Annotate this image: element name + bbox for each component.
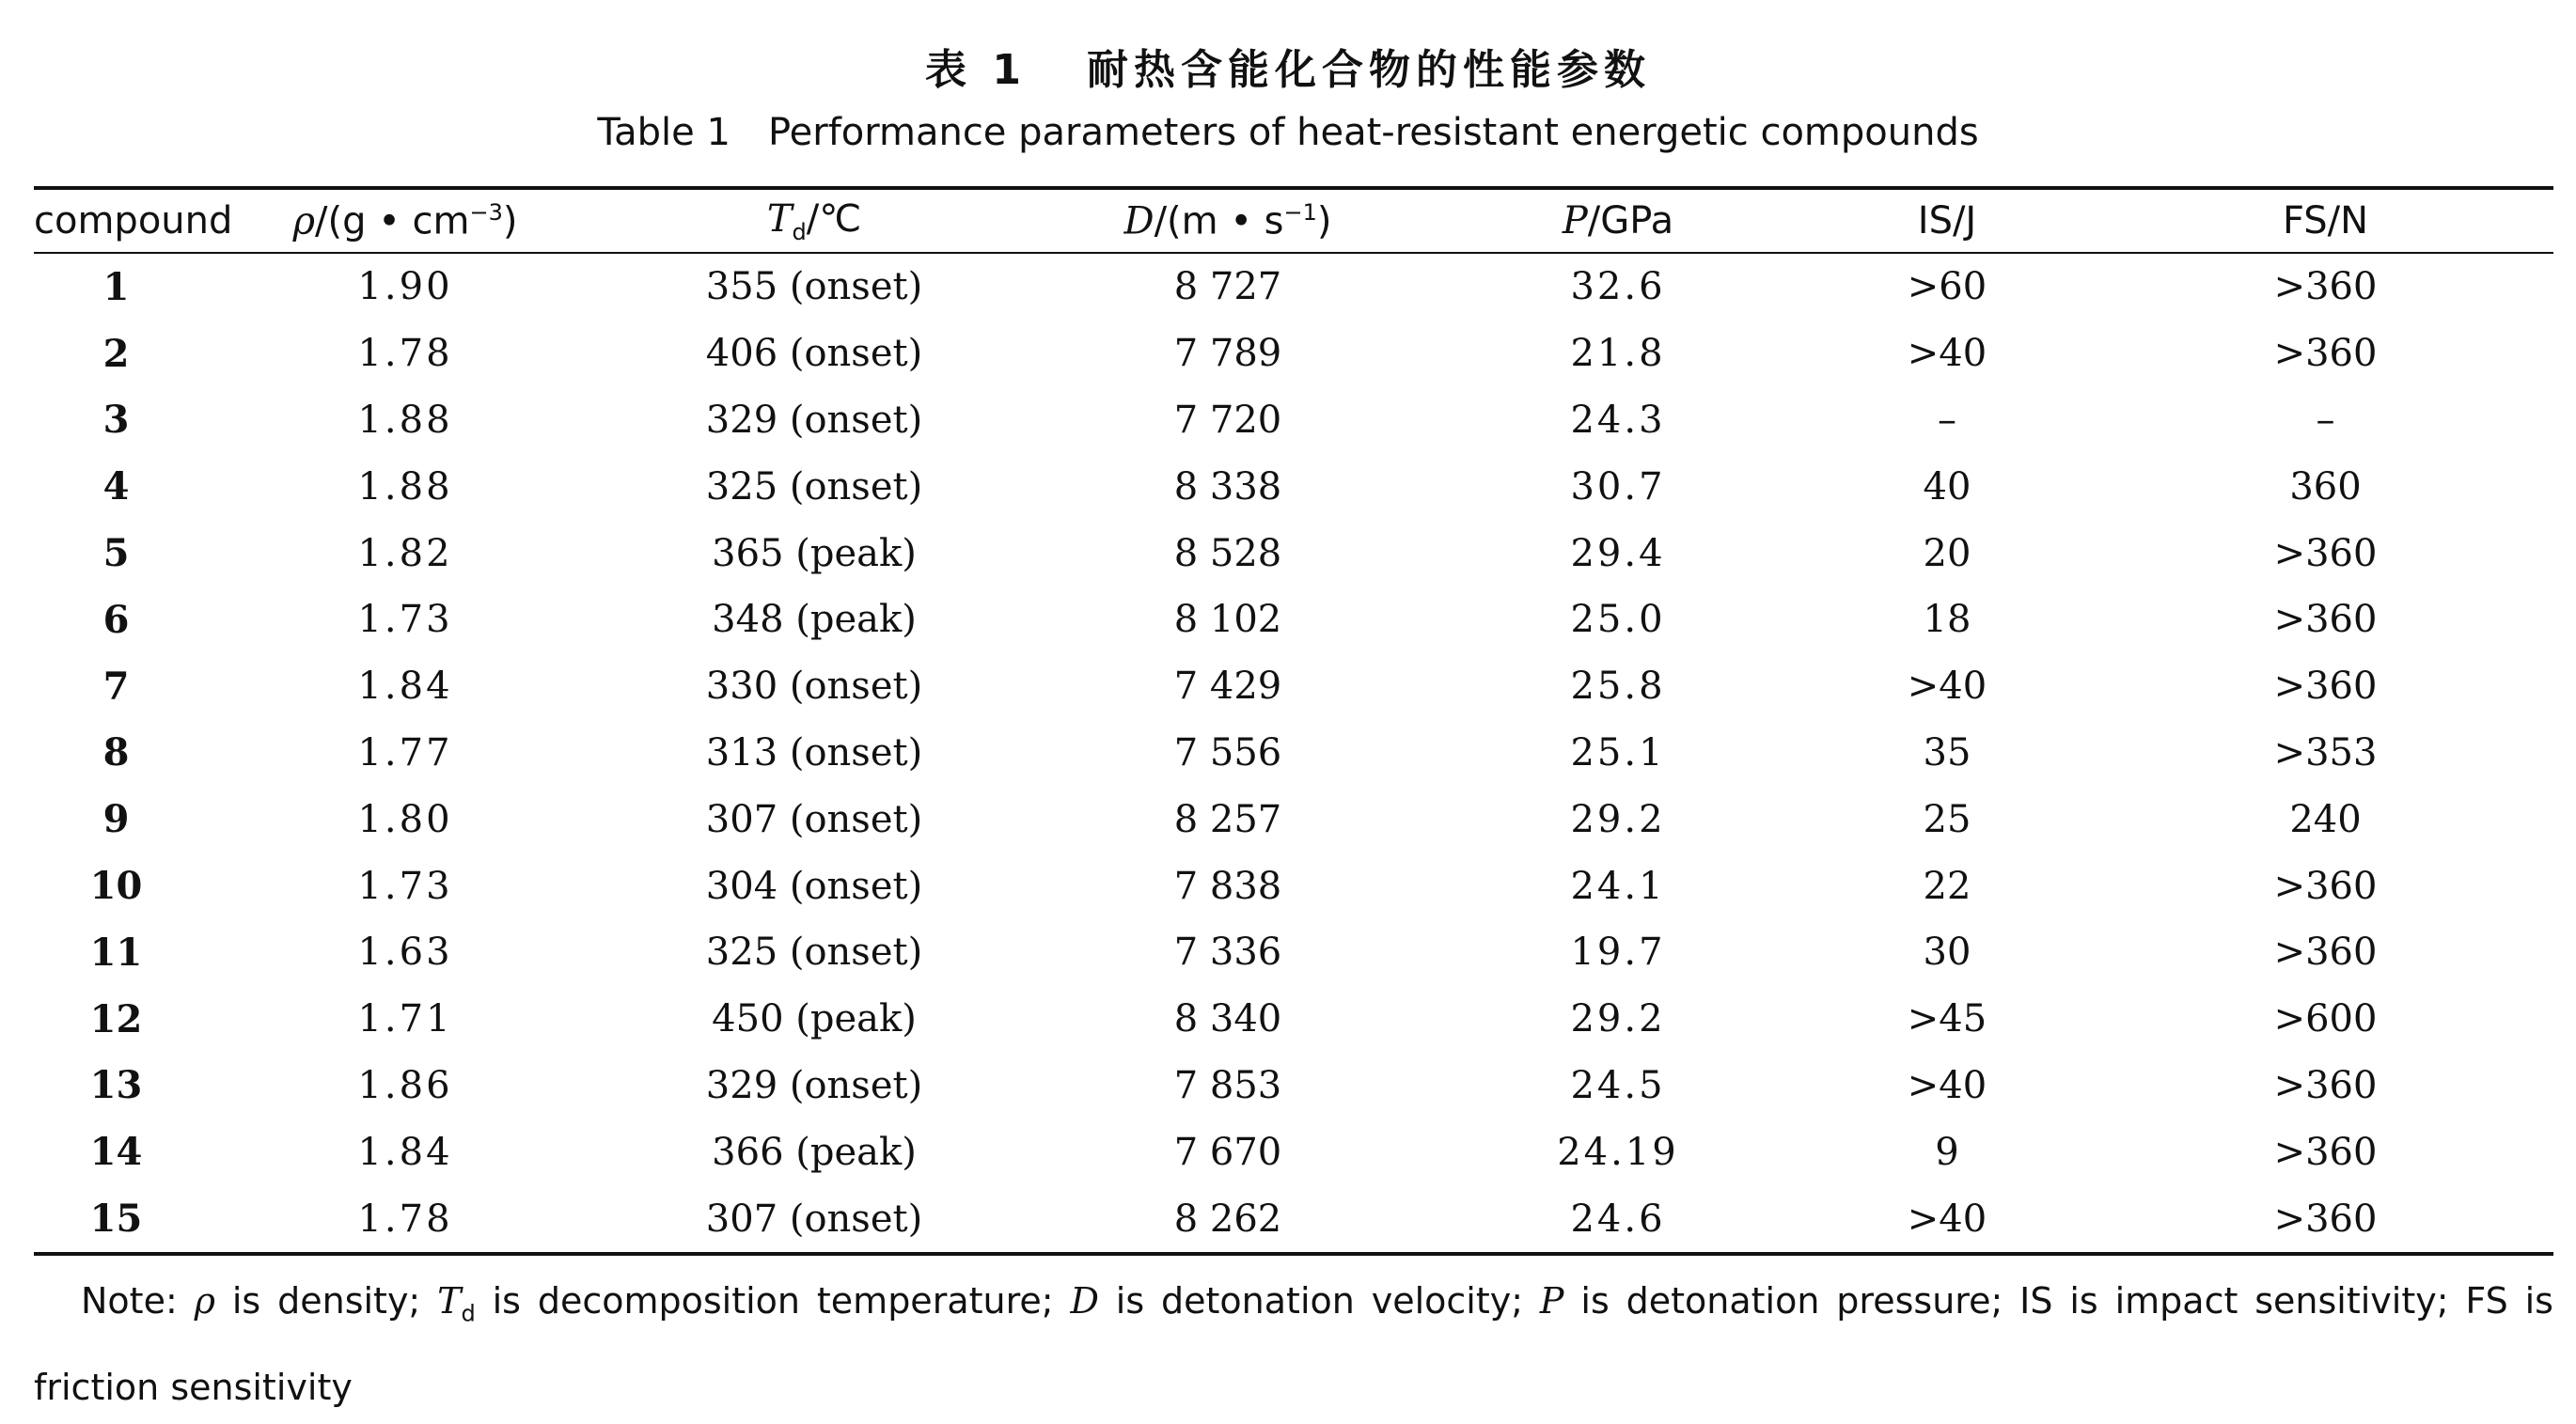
cell-compound: 4 xyxy=(102,464,130,509)
cell-detonation-velocity: 7 336 xyxy=(1173,931,1282,975)
cell-detonation-pressure: 21.8 xyxy=(1570,332,1666,376)
header-detonation-pressure: P/GPa xyxy=(1562,199,1674,243)
cell-density: 1.80 xyxy=(357,797,453,841)
cell-compound: 10 xyxy=(89,864,143,909)
cell-friction-sensitivity: >360 xyxy=(2273,1063,2378,1107)
cell-friction-sensitivity: >360 xyxy=(2273,1130,2378,1174)
cell-detonation-pressure: 24.1 xyxy=(1570,864,1666,908)
cell-impact-sensitivity: 30 xyxy=(1923,931,1971,975)
cell-decomposition-temp: 304 (onset) xyxy=(705,864,923,908)
header-density: ρ/(g • $cm^{-3}$) xyxy=(292,198,518,243)
cell-decomposition-temp: 329 (onset) xyxy=(705,1063,923,1107)
cell-friction-sensitivity: >360 xyxy=(2273,265,2378,309)
cell-decomposition-temp: 365 (peak) xyxy=(712,531,917,575)
cell-density: 1.73 xyxy=(357,864,453,908)
cell-compound: 15 xyxy=(89,1197,143,1242)
table-row xyxy=(34,453,2553,520)
cell-impact-sensitivity: >60 xyxy=(1907,265,1987,309)
cell-compound: 6 xyxy=(102,597,130,642)
cell-decomposition-temp: 355 (onset) xyxy=(705,265,923,309)
cell-decomposition-temp: 325 (onset) xyxy=(705,464,923,509)
caption-en-prefix: Table 1 xyxy=(597,111,730,154)
cell-decomposition-temp: 406 (onset) xyxy=(705,332,923,376)
cell-compound: 8 xyxy=(102,730,130,775)
cell-impact-sensitivity: 22 xyxy=(1923,864,1971,908)
table-row xyxy=(34,786,2553,853)
cell-detonation-pressure: 24.6 xyxy=(1570,1197,1666,1241)
header-decomposition-temp: $T_d/℃$ xyxy=(766,196,862,245)
cell-friction-sensitivity: >360 xyxy=(2273,1197,2378,1241)
cell-impact-sensitivity: >45 xyxy=(1907,997,1987,1041)
cell-friction-sensitivity: 360 xyxy=(2289,464,2362,509)
cell-decomposition-temp: 348 (peak) xyxy=(712,598,917,642)
cell-detonation-pressure: 29.2 xyxy=(1570,997,1666,1041)
caption-cn-prefix: 表 1 xyxy=(925,46,1027,94)
cell-compound: 12 xyxy=(89,996,143,1041)
cell-compound: 3 xyxy=(102,398,130,443)
cell-impact-sensitivity: >40 xyxy=(1907,1063,1987,1107)
cell-decomposition-temp: 366 (peak) xyxy=(712,1130,917,1174)
cell-decomposition-temp: 313 (onset) xyxy=(705,730,923,775)
cell-impact-sensitivity: 18 xyxy=(1923,598,1971,642)
table-body xyxy=(34,252,2553,1252)
cell-decomposition-temp: 307 (onset) xyxy=(705,797,923,841)
cell-detonation-velocity: 7 853 xyxy=(1173,1063,1282,1107)
cell-detonation-pressure: 24.3 xyxy=(1570,398,1666,442)
table-bottom-rule xyxy=(34,1252,2553,1256)
cell-compound: 2 xyxy=(102,331,130,376)
cell-friction-sensitivity: >600 xyxy=(2273,997,2378,1041)
cell-impact-sensitivity: – xyxy=(1938,398,1956,442)
cell-density: 1.88 xyxy=(357,398,453,442)
cell-detonation-velocity: 8 102 xyxy=(1173,598,1282,642)
table-row xyxy=(34,252,2553,321)
cell-density: 1.78 xyxy=(357,1197,453,1241)
table-row xyxy=(34,919,2553,986)
cell-decomposition-temp: 450 (peak) xyxy=(712,997,917,1041)
table-row xyxy=(34,720,2553,787)
table-row xyxy=(34,387,2553,454)
cell-impact-sensitivity: >40 xyxy=(1907,332,1987,376)
cell-detonation-velocity: 7 720 xyxy=(1173,398,1282,442)
header-detonation-velocity: D/(m • $s^{-1}$) xyxy=(1123,198,1332,243)
table-header-row xyxy=(34,190,2553,252)
cell-density: 1.77 xyxy=(357,730,453,775)
cell-detonation-velocity: 8 257 xyxy=(1173,797,1282,841)
cell-detonation-velocity: 7 670 xyxy=(1173,1130,1282,1174)
cell-decomposition-temp: 307 (onset) xyxy=(705,1197,923,1241)
cell-friction-sensitivity: >360 xyxy=(2273,665,2378,709)
cell-detonation-velocity: 8 528 xyxy=(1173,531,1282,575)
table-row xyxy=(34,520,2553,587)
cell-detonation-velocity: 7 789 xyxy=(1173,332,1282,376)
table-row xyxy=(34,986,2553,1053)
cell-density: 1.71 xyxy=(357,997,453,1041)
cell-impact-sensitivity: 20 xyxy=(1923,531,1971,575)
table-row xyxy=(34,587,2553,653)
cell-compound: 14 xyxy=(89,1130,143,1175)
table-note: Note: ρ is density; $T_d$ is decomposition temperature; D is detonation velocity; P is detonation pressure; IS is impact sensitivity; FS is friction sensitivity xyxy=(34,1280,2553,1408)
cell-detonation-pressure: 25.0 xyxy=(1570,598,1666,642)
cell-detonation-velocity: 8 338 xyxy=(1173,464,1282,509)
table-row xyxy=(34,1053,2553,1119)
cell-impact-sensitivity: 35 xyxy=(1923,730,1971,775)
cell-detonation-velocity: 7 556 xyxy=(1173,730,1282,775)
cell-density: 1.73 xyxy=(357,598,453,642)
cell-density: 1.63 xyxy=(357,931,453,975)
cell-compound: 9 xyxy=(102,797,130,842)
cell-density: 1.82 xyxy=(357,531,453,575)
table-row xyxy=(34,1185,2553,1252)
cell-friction-sensitivity: >360 xyxy=(2273,864,2378,908)
caption-en-title: Performance parameters of heat-resistant energetic compounds xyxy=(767,111,1979,154)
cell-detonation-pressure: 30.7 xyxy=(1570,464,1666,509)
cell-detonation-velocity: 7 429 xyxy=(1173,665,1282,709)
cell-density: 1.86 xyxy=(357,1063,453,1107)
cell-compound: 5 xyxy=(102,531,130,576)
cell-compound: 11 xyxy=(89,930,143,975)
cell-impact-sensitivity: 25 xyxy=(1923,797,1971,841)
table-row xyxy=(34,1119,2553,1185)
table-row xyxy=(34,853,2553,919)
cell-density: 1.78 xyxy=(357,332,453,376)
caption-cn-title: 耐热含能化合物的性能参数 xyxy=(1086,46,1651,94)
cell-friction-sensitivity: >353 xyxy=(2273,730,2378,775)
cell-decomposition-temp: 330 (onset) xyxy=(705,665,923,709)
cell-detonation-pressure: 24.19 xyxy=(1557,1130,1679,1174)
cell-friction-sensitivity: – xyxy=(2316,398,2335,442)
cell-compound: 13 xyxy=(89,1063,143,1108)
cell-density: 1.90 xyxy=(357,265,453,309)
cell-friction-sensitivity: >360 xyxy=(2273,531,2378,575)
cell-friction-sensitivity: >360 xyxy=(2273,931,2378,975)
cell-detonation-velocity: 8 340 xyxy=(1173,997,1282,1041)
table-caption-english xyxy=(0,111,2576,154)
cell-detonation-velocity: 7 838 xyxy=(1173,864,1282,908)
table-caption-chinese xyxy=(0,36,2576,96)
cell-density: 1.88 xyxy=(357,464,453,509)
cell-density: 1.84 xyxy=(357,665,453,709)
cell-compound: 1 xyxy=(102,264,130,309)
cell-impact-sensitivity: >40 xyxy=(1907,665,1987,709)
cell-detonation-velocity: 8 262 xyxy=(1173,1197,1282,1241)
cell-decomposition-temp: 329 (onset) xyxy=(705,398,923,442)
cell-detonation-velocity: 8 727 xyxy=(1173,265,1282,309)
cell-impact-sensitivity: 40 xyxy=(1923,464,1971,509)
cell-detonation-pressure: 32.6 xyxy=(1570,265,1666,309)
cell-impact-sensitivity: >40 xyxy=(1907,1197,1987,1241)
cell-friction-sensitivity: >360 xyxy=(2273,598,2378,642)
cell-impact-sensitivity: 9 xyxy=(1935,1130,1959,1174)
cell-detonation-pressure: 25.1 xyxy=(1570,730,1666,775)
cell-friction-sensitivity: >360 xyxy=(2273,332,2378,376)
table-row xyxy=(34,653,2553,720)
header-compound: compound xyxy=(34,199,233,243)
cell-detonation-pressure: 25.8 xyxy=(1570,665,1666,709)
cell-detonation-pressure: 24.5 xyxy=(1570,1063,1666,1107)
cell-friction-sensitivity: 240 xyxy=(2289,797,2362,841)
cell-decomposition-temp: 325 (onset) xyxy=(705,931,923,975)
header-impact-sensitivity: IS/J xyxy=(1917,199,1977,243)
table-row xyxy=(34,321,2553,387)
performance-table xyxy=(34,190,2553,1252)
cell-detonation-pressure: 29.4 xyxy=(1570,531,1666,575)
header-friction-sensitivity: FS/N xyxy=(2282,199,2369,243)
cell-density: 1.84 xyxy=(357,1130,453,1174)
cell-detonation-pressure: 19.7 xyxy=(1570,931,1666,975)
cell-detonation-pressure: 29.2 xyxy=(1570,797,1666,841)
cell-compound: 7 xyxy=(102,664,130,709)
